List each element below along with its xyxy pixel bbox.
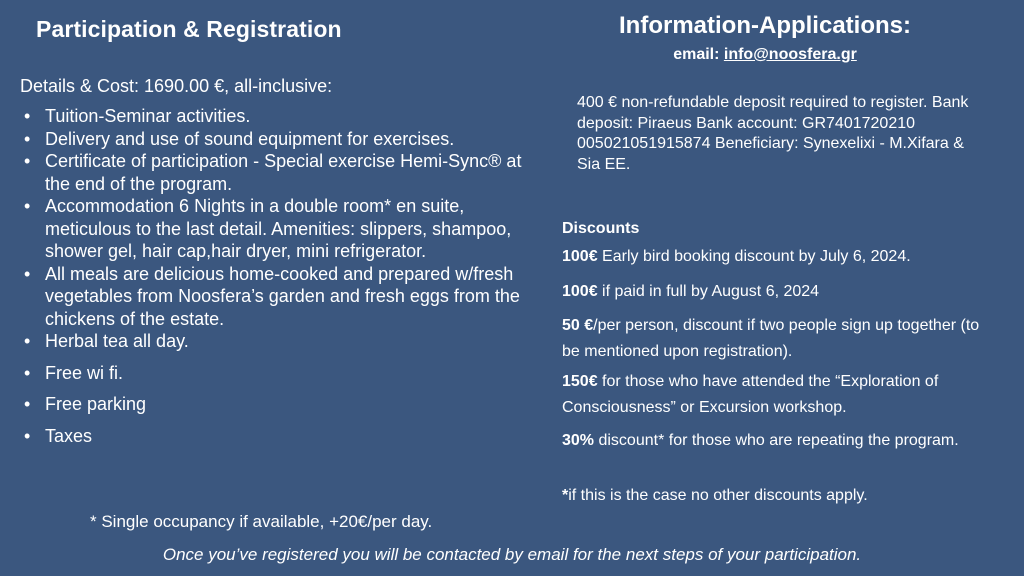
discount-item: *if this is the case no other discounts apply. <box>562 487 868 504</box>
bullet-icon: • <box>24 128 31 149</box>
footer-note: Once you’ve registered you will be contacted by email for the next steps of your participation. <box>162 545 862 564</box>
information-title: Information-Applications: <box>619 12 911 39</box>
list-item: • Accommodation 6 Nights in a double room* en suite, meticulous to the last detail. Amenities: slippers, shampoo, shower gel, hair cap,hair dryer, mini refrigerator. <box>24 196 512 261</box>
list-item: • Delivery and use of sound equipment for exercises. <box>24 128 455 149</box>
list-item: • All meals are delicious home-cooked and prepared w/fresh vegetables from Noosfera’s garden and fresh eggs from the chickens of the estate. <box>24 263 520 329</box>
bullet-icon: • <box>24 106 31 126</box>
discounts-title: Discounts <box>562 220 640 237</box>
details-cost: Details & Cost: 1690.00 €, all-inclusive: <box>20 76 333 96</box>
deposit-info: 400 € non-refundable deposit required to register. Bank deposit: Piraeus Bank account: GR7401720210 005021051915874 Beneficiary: Synexelixi - M.Xifara & Sia EE. <box>577 94 969 173</box>
bullet-icon: • <box>24 263 31 284</box>
bullet-icon: • <box>24 362 31 383</box>
bullet-icon: • <box>24 151 31 171</box>
bullet-icon: • <box>24 331 31 351</box>
participation-title: Participation & Registration <box>36 16 342 42</box>
list-item: • Free wi fi. <box>24 362 124 383</box>
discount-item: 100€ Early bird booking discount by July 6, 2024. <box>562 248 911 265</box>
list-item: • Certificate of participation - Special exercise Hemi-Sync® at the end of the program. <box>24 151 522 194</box>
single-occupancy-note: * Single occupancy if available, +20€/per day. <box>90 512 433 531</box>
discount-item: 50 €/per person, discount if two people sign up together (to be mentioned upon registration). <box>562 317 980 360</box>
discount-item: 150€ for those who have attended the “Exploration of Consciousness” or Excursion workshop. <box>562 373 939 416</box>
inclusions-list <box>20 105 540 447</box>
list-item: • Taxes <box>24 425 93 446</box>
list-item: • Tuition-Seminar activities. <box>24 106 251 126</box>
bullet-icon: • <box>24 394 31 414</box>
email-link[interactable]: info@noosfera.gr <box>723 46 857 63</box>
bullet-icon: • <box>24 196 31 216</box>
email-label: email: <box>673 46 724 63</box>
bullet-icon: • <box>24 425 31 446</box>
discount-item: 30% discount* for those who are repeating the program. <box>562 432 959 449</box>
list-item: • Free parking <box>24 394 147 414</box>
list-item: • Herbal tea all day. <box>24 331 189 351</box>
discount-item: 100€ if paid in full by August 6, 2024 <box>562 283 820 300</box>
email-line <box>550 46 980 64</box>
